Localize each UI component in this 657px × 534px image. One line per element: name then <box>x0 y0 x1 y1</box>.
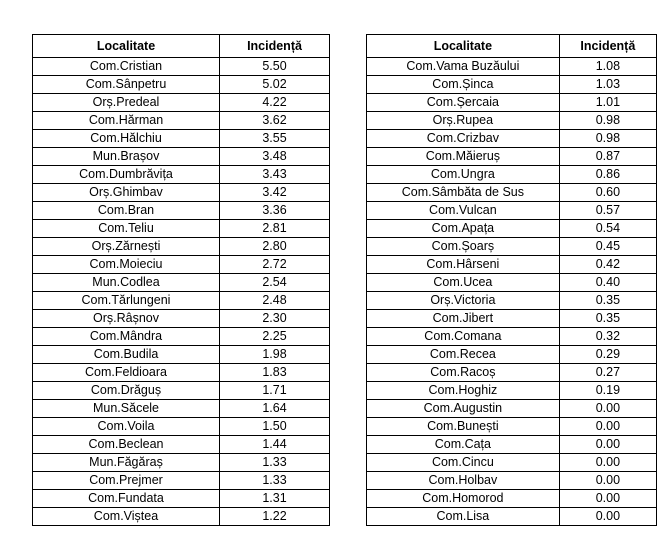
locality-cell: Com.Măieruș <box>367 148 560 166</box>
table-row <box>367 292 657 310</box>
table-row <box>367 508 657 526</box>
incidence-cell: 1.50 <box>220 418 330 436</box>
incidence-cell: 1.22 <box>220 508 330 526</box>
incidence-header: Incidență <box>220 35 330 58</box>
incidence-cell: 4.22 <box>220 94 330 112</box>
locality-cell: Com.Holbav <box>367 472 560 490</box>
header-row <box>367 35 657 58</box>
locality-header: Localitate <box>367 35 560 58</box>
locality-cell: Com.Lisa <box>367 508 560 526</box>
table-row <box>367 454 657 472</box>
locality-cell: Com.Șinca <box>367 76 560 94</box>
incidence-cell: 3.48 <box>220 148 330 166</box>
incidence-cell: 2.80 <box>220 238 330 256</box>
locality-cell: Com.Sâmbăta de Sus <box>367 184 560 202</box>
table-row <box>33 400 330 418</box>
incidence-cell: 0.98 <box>559 112 656 130</box>
table-row <box>33 436 330 454</box>
table-row <box>33 76 330 94</box>
locality-cell: Com.Beclean <box>33 436 220 454</box>
locality-cell: Com.Mândra <box>33 328 220 346</box>
locality-cell: Orș.Rupea <box>367 112 560 130</box>
incidence-cell: 1.71 <box>220 382 330 400</box>
locality-cell: Com.Șercaia <box>367 94 560 112</box>
table-row <box>33 58 330 76</box>
locality-cell: Mun.Săcele <box>33 400 220 418</box>
table-row <box>33 382 330 400</box>
incidence-cell: 0.00 <box>559 454 656 472</box>
incidence-cell: 2.81 <box>220 220 330 238</box>
incidence-cell: 0.00 <box>559 400 656 418</box>
table-row <box>33 346 330 364</box>
table-row <box>33 328 330 346</box>
table-row <box>367 130 657 148</box>
incidence-cell: 1.01 <box>559 94 656 112</box>
locality-cell: Com.Crizbav <box>367 130 560 148</box>
table-row <box>367 76 657 94</box>
locality-cell: Mun.Brașov <box>33 148 220 166</box>
incidence-cell: 0.60 <box>559 184 656 202</box>
incidence-cell: 2.54 <box>220 274 330 292</box>
locality-cell: Orș.Victoria <box>367 292 560 310</box>
table-row <box>367 148 657 166</box>
table-row <box>33 220 330 238</box>
incidence-cell: 5.50 <box>220 58 330 76</box>
incidence-cell: 1.08 <box>559 58 656 76</box>
locality-cell: Com.Budila <box>33 346 220 364</box>
table-row <box>33 256 330 274</box>
incidence-cell: 1.31 <box>220 490 330 508</box>
table-row <box>367 112 657 130</box>
incidence-cell: 1.33 <box>220 454 330 472</box>
table-row <box>33 310 330 328</box>
incidence-cell: 0.87 <box>559 148 656 166</box>
locality-cell: Com.Homorod <box>367 490 560 508</box>
locality-cell: Com.Fundata <box>33 490 220 508</box>
incidence-cell: 1.44 <box>220 436 330 454</box>
locality-cell: Com.Feldioara <box>33 364 220 382</box>
locality-cell: Com.Prejmer <box>33 472 220 490</box>
incidence-cell: 3.42 <box>220 184 330 202</box>
incidence-cell: 0.00 <box>559 436 656 454</box>
table-row <box>367 364 657 382</box>
locality-cell: Orș.Ghimbav <box>33 184 220 202</box>
locality-cell: Mun.Făgăraș <box>33 454 220 472</box>
table-row <box>367 220 657 238</box>
incidence-cell: 3.55 <box>220 130 330 148</box>
table-row <box>367 274 657 292</box>
incidence-cell: 0.35 <box>559 292 656 310</box>
locality-cell: Com.Racoș <box>367 364 560 382</box>
locality-cell: Mun.Codlea <box>33 274 220 292</box>
table-row <box>367 202 657 220</box>
locality-cell: Com.Viștea <box>33 508 220 526</box>
table-row <box>33 130 330 148</box>
locality-cell: Com.Tărlungeni <box>33 292 220 310</box>
incidence-cell: 0.57 <box>559 202 656 220</box>
incidence-cell: 1.64 <box>220 400 330 418</box>
locality-cell: Com.Cristian <box>33 58 220 76</box>
locality-header: Localitate <box>33 35 220 58</box>
incidence-cell: 1.03 <box>559 76 656 94</box>
incidence-cell: 3.62 <box>220 112 330 130</box>
locality-cell: Com.Bunești <box>367 418 560 436</box>
incidence-cell: 2.25 <box>220 328 330 346</box>
incidence-cell: 3.36 <box>220 202 330 220</box>
table-row <box>367 310 657 328</box>
incidence-cell: 3.43 <box>220 166 330 184</box>
table-row <box>33 364 330 382</box>
table-row <box>33 454 330 472</box>
incidence-table-right <box>366 34 657 526</box>
table-row <box>33 490 330 508</box>
locality-cell: Com.Voila <box>33 418 220 436</box>
table-row <box>33 418 330 436</box>
incidence-cell: 1.98 <box>220 346 330 364</box>
incidence-cell: 2.48 <box>220 292 330 310</box>
table-row <box>33 238 330 256</box>
table-row <box>33 184 330 202</box>
locality-cell: Com.Șoarș <box>367 238 560 256</box>
locality-cell: Com.Sânpetru <box>33 76 220 94</box>
locality-cell: Com.Teliu <box>33 220 220 238</box>
locality-cell: Orș.Râșnov <box>33 310 220 328</box>
locality-cell: Com.Hărman <box>33 112 220 130</box>
locality-cell: Com.Vulcan <box>367 202 560 220</box>
incidence-cell: 0.45 <box>559 238 656 256</box>
locality-cell: Com.Ungra <box>367 166 560 184</box>
locality-cell: Com.Hârseni <box>367 256 560 274</box>
table-row <box>33 94 330 112</box>
table-row <box>367 400 657 418</box>
table-row <box>33 292 330 310</box>
incidence-cell: 0.00 <box>559 418 656 436</box>
header-row <box>33 35 330 58</box>
table-row <box>33 508 330 526</box>
table-row <box>33 472 330 490</box>
incidence-cell: 0.27 <box>559 364 656 382</box>
table-row <box>367 328 657 346</box>
locality-cell: Com.Bran <box>33 202 220 220</box>
incidence-cell: 0.40 <box>559 274 656 292</box>
locality-cell: Com.Drăguș <box>33 382 220 400</box>
incidence-cell: 1.83 <box>220 364 330 382</box>
locality-cell: Com.Vama Buzăului <box>367 58 560 76</box>
locality-cell: Com.Dumbrăvița <box>33 166 220 184</box>
incidence-cell: 0.29 <box>559 346 656 364</box>
locality-cell: Com.Augustin <box>367 400 560 418</box>
incidence-cell: 1.33 <box>220 472 330 490</box>
incidence-table-left <box>32 34 330 526</box>
table-row <box>367 382 657 400</box>
table-row <box>367 436 657 454</box>
incidence-cell: 5.02 <box>220 76 330 94</box>
locality-cell: Orș.Zărnești <box>33 238 220 256</box>
incidence-cell: 0.42 <box>559 256 656 274</box>
table-row <box>367 238 657 256</box>
table-row <box>367 472 657 490</box>
incidence-cell: 0.00 <box>559 472 656 490</box>
table-row <box>367 58 657 76</box>
locality-cell: Com.Hoghiz <box>367 382 560 400</box>
table-row <box>367 166 657 184</box>
incidence-cell: 0.19 <box>559 382 656 400</box>
table-row <box>367 418 657 436</box>
table-row <box>367 490 657 508</box>
locality-cell: Com.Apața <box>367 220 560 238</box>
incidence-cell: 0.00 <box>559 490 656 508</box>
table-row <box>33 166 330 184</box>
table-row <box>367 346 657 364</box>
locality-cell: Com.Cața <box>367 436 560 454</box>
table-row <box>33 112 330 130</box>
locality-cell: Com.Ucea <box>367 274 560 292</box>
locality-cell: Com.Recea <box>367 346 560 364</box>
incidence-cell: 0.86 <box>559 166 656 184</box>
incidence-cell: 2.72 <box>220 256 330 274</box>
incidence-header: Incidență <box>559 35 656 58</box>
incidence-cell: 0.32 <box>559 328 656 346</box>
incidence-cell: 0.54 <box>559 220 656 238</box>
incidence-cell: 0.98 <box>559 130 656 148</box>
locality-cell: Com.Jibert <box>367 310 560 328</box>
table-row <box>33 274 330 292</box>
incidence-cell: 2.30 <box>220 310 330 328</box>
locality-cell: Orș.Predeal <box>33 94 220 112</box>
locality-cell: Com.Hălchiu <box>33 130 220 148</box>
table-row <box>367 184 657 202</box>
locality-cell: Com.Comana <box>367 328 560 346</box>
table-row <box>33 202 330 220</box>
locality-cell: Com.Cincu <box>367 454 560 472</box>
table-row <box>367 94 657 112</box>
incidence-cell: 0.35 <box>559 310 656 328</box>
incidence-cell: 0.00 <box>559 508 656 526</box>
table-row <box>33 148 330 166</box>
locality-cell: Com.Moieciu <box>33 256 220 274</box>
table-row <box>367 256 657 274</box>
